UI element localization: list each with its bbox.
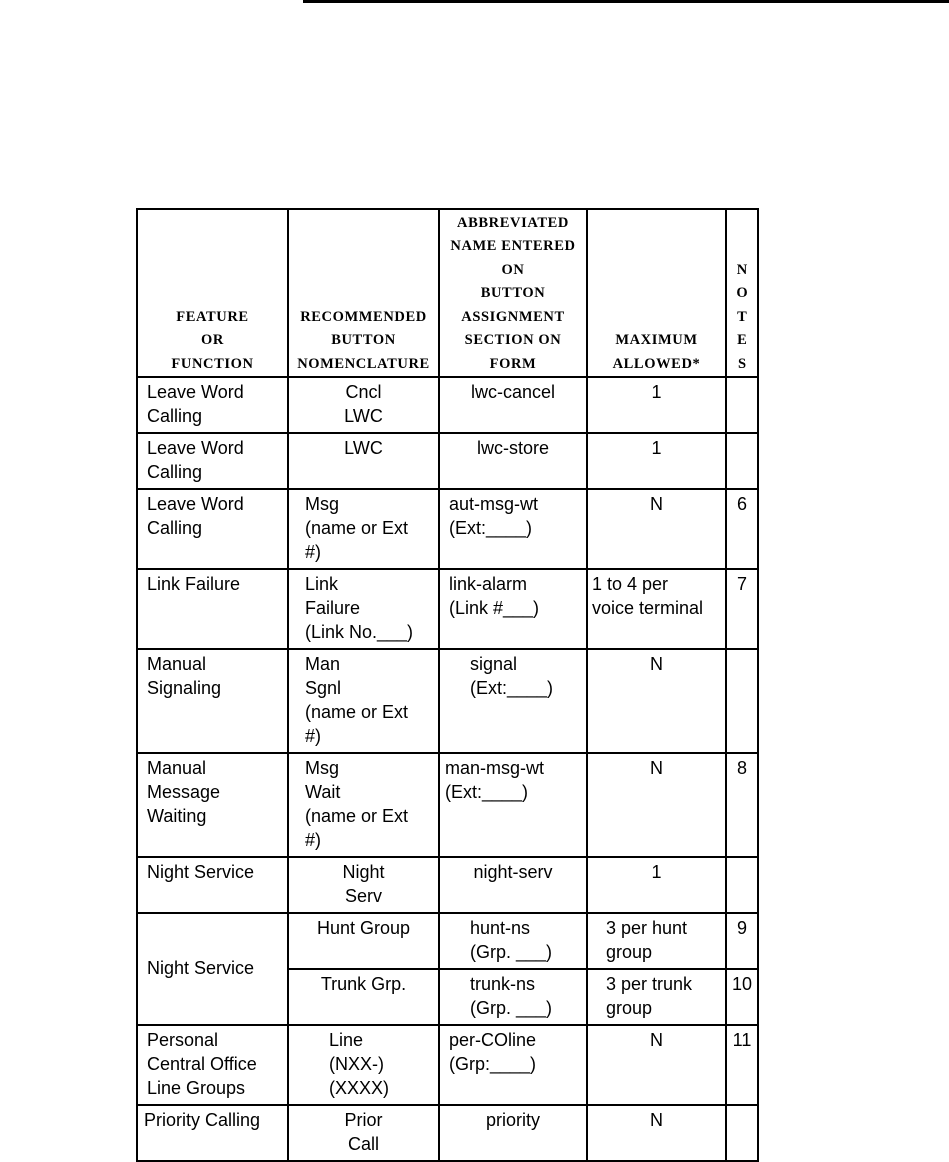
header-notes: N O T E S [726,209,758,377]
nomenclature-cell: Line (NXX-) (XXXX) [288,1025,439,1105]
feature-cell: Priority Calling [137,1105,288,1161]
max-cell: N [587,489,726,569]
table-row [137,377,758,433]
notes-cell [726,1105,758,1161]
feature-cell: Night Service [137,913,288,1025]
table-row [137,913,758,969]
nomenclature-cell: Prior Call [288,1105,439,1161]
feature-cell: Night Service [137,857,288,913]
feature-cell: Leave Word Calling [137,433,288,489]
feature-cell: Personal Central Office Line Groups [137,1025,288,1105]
header-maximum-allowed: MAXIMUM ALLOWED* [587,209,726,377]
max-cell: N [587,1105,726,1161]
feature-cell: Leave Word Calling [137,377,288,433]
notes-cell: 10 [726,969,758,1025]
table-row [137,489,758,569]
table-row [137,1025,758,1105]
nomenclature-cell: Trunk Grp. [288,969,439,1025]
abbrev-cell: trunk-ns (Grp. ___) [439,969,587,1025]
nomenclature-cell: Hunt Group [288,913,439,969]
notes-cell: 6 [726,489,758,569]
feature-cell: Manual Signaling [137,649,288,753]
table-row [137,433,758,489]
top-rule [303,0,949,3]
notes-cell [726,433,758,489]
feature-cell: Manual Message Waiting [137,753,288,857]
header-feature: FEATURE OR FUNCTION [137,209,288,377]
abbrev-cell: aut-msg-wt (Ext:____) [439,489,587,569]
feature-cell: Leave Word Calling [137,489,288,569]
abbrev-cell: link-alarm (Link #___) [439,569,587,649]
max-cell: 1 to 4 per voice terminal [587,569,726,649]
nomenclature-cell: Man Sgnl (name or Ext #) [288,649,439,753]
max-cell: N [587,649,726,753]
nomenclature-cell: Msg (name or Ext #) [288,489,439,569]
abbrev-cell: per-COline (Grp:____) [439,1025,587,1105]
notes-cell: 9 [726,913,758,969]
max-cell: 3 per hunt group [587,913,726,969]
max-cell: 3 per trunk group [587,969,726,1025]
abbrev-cell: lwc-cancel [439,377,587,433]
abbrev-cell: priority [439,1105,587,1161]
max-cell: N [587,753,726,857]
header-row [137,209,758,377]
feature-button-table [136,208,759,1162]
header-nomenclature: RECOMMENDED BUTTON NOMENCLATURE [288,209,439,377]
max-cell: 1 [587,433,726,489]
notes-cell: 11 [726,1025,758,1105]
table-row [137,649,758,753]
nomenclature-cell: LWC [288,433,439,489]
table-row [137,857,758,913]
notes-cell: 8 [726,753,758,857]
notes-cell [726,649,758,753]
nomenclature-cell: Msg Wait (name or Ext #) [288,753,439,857]
notes-cell [726,857,758,913]
notes-cell: 7 [726,569,758,649]
abbrev-cell: night-serv [439,857,587,913]
notes-cell [726,377,758,433]
max-cell: 1 [587,857,726,913]
nomenclature-cell: Cncl LWC [288,377,439,433]
table-row [137,753,758,857]
feature-cell: Link Failure [137,569,288,649]
nomenclature-cell: Night Serv [288,857,439,913]
abbrev-cell: hunt-ns (Grp. ___) [439,913,587,969]
table-row [137,1105,758,1161]
table-row [137,569,758,649]
max-cell: N [587,1025,726,1105]
max-cell: 1 [587,377,726,433]
header-abbreviated-name: ABBREVIATED NAME ENTERED ON BUTTON ASSIGNMENT SECTION ON FORM [439,209,587,377]
nomenclature-cell: Link Failure (Link No.___) [288,569,439,649]
abbrev-cell: lwc-store [439,433,587,489]
abbrev-cell: man-msg-wt (Ext:____) [439,753,587,857]
abbrev-cell: signal (Ext:____) [439,649,587,753]
